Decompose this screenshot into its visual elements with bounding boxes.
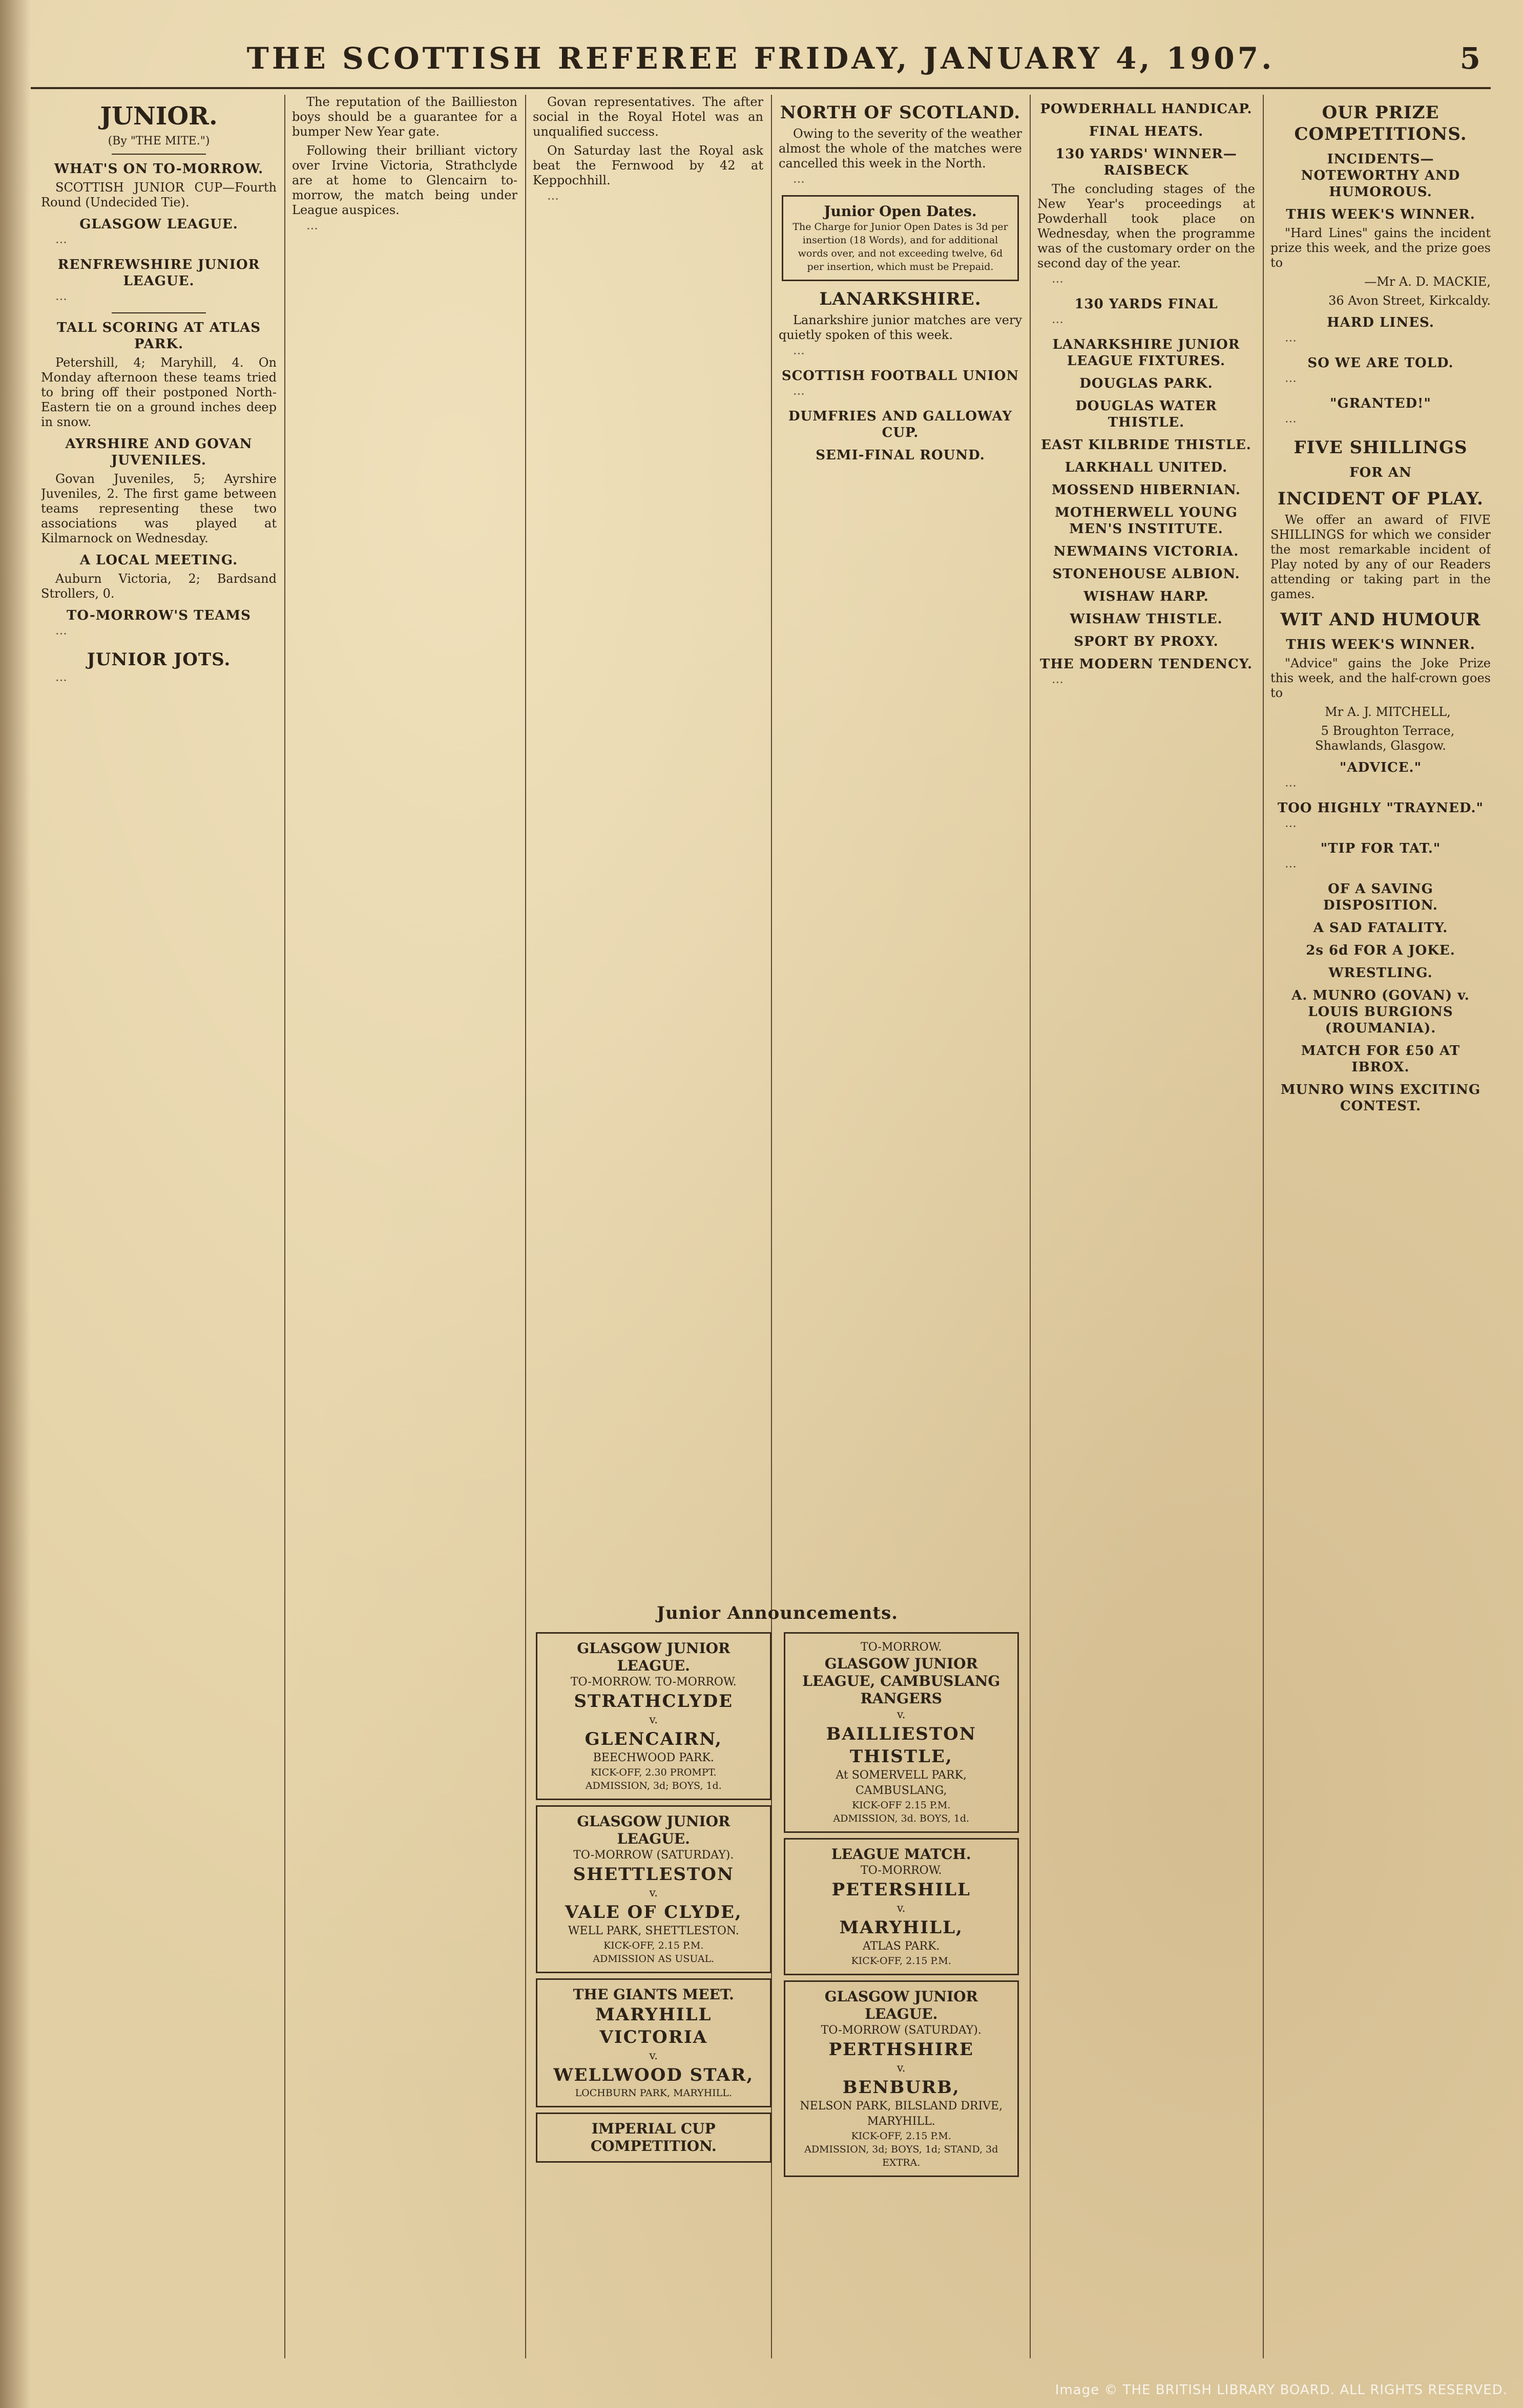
article-text: The reputation of the Baillieston boys should be a guarantee for a bumper New Year gate. — [292, 95, 517, 139]
article-text: Lanarkshire junior matches are very quietly spoken of this week. — [779, 313, 1022, 342]
heading-hard-lines: HARD LINES. — [1327, 315, 1434, 330]
heading-glasgow-league: GLASGOW LEAGUE. — [79, 217, 238, 232]
heading-for-an: FOR AN — [1349, 465, 1412, 480]
wit-winner-address: 5 Broughton Terrace, Shawlands, Glasgow. — [1315, 724, 1455, 753]
winner-address: 36 Avon Street, Kirkcaldy. — [1328, 293, 1491, 308]
heading-announcements: Junior Announcements. — [656, 1603, 899, 1623]
heading-incident-of-play: INCIDENT OF PLAY. — [1277, 489, 1484, 509]
heading-munro-wins: MUNRO WINS EXCITING CONTEST. — [1280, 1082, 1481, 1114]
advert-strathclyde-glencairn: GLASGOW JUNIOR LEAGUE. TO-MORROW. TO-MORROW. STRATHCLYDE v. GLENCAIRN, BEECHWOOD PARK. KICK-OFF, 2.30 PROMPT. ADMISSION, 3d; BOYS, 1d. — [536, 1632, 771, 1800]
copyright-watermark: Image © THE BRITISH LIBRARY BOARD. ALL RIGHTS RESERVED. — [1055, 2382, 1508, 2398]
advert-cambuslang-baillieston: TO-MORROW. GLASGOW JUNIOR LEAGUE, CAMBUSLANG RANGERS v. BAILLIESTON THISTLE, At SOMERVELL PARK, CAMBUSLANG, KICK-OFF 2.15 P.M. ADMISSION, 3d. BOYS, 1d. — [784, 1632, 1019, 1833]
heading-five-shillings: FIVE SHILLINGS — [1293, 437, 1468, 458]
article-text: Following their brilliant victory over Irvine Victoria, Strathclyde are at home to Glencairn to-morrow, the match being under League auspices. — [292, 143, 517, 217]
fixture-club: MOSSEND HIBERNIAN. — [1052, 482, 1241, 498]
column-divider — [1263, 95, 1264, 2358]
open-dates-note: The Charge for Junior Open Dates is 3d per insertion (18 Words), and for additional words over, and not exceeding twelve, 6d per insertion, which must be Prepaid. — [792, 221, 1008, 272]
fixture-club: WISHAW THISTLE. — [1070, 611, 1223, 627]
heading-ayrshire-govan: AYRSHIRE AND GOVAN JUVENILES. — [65, 436, 253, 468]
fixture-club: DOUGLAS PARK. — [1079, 376, 1213, 391]
column-junior — [41, 95, 277, 2358]
fixture-club: DOUGLAS WATER THISTLE. — [1075, 398, 1217, 430]
article-filler: ··· — [1052, 315, 1063, 330]
article-filler: ··· — [793, 175, 805, 189]
heading-junior-jots: JUNIOR JOTS. — [87, 649, 231, 670]
section-heading-junior: JUNIOR. — [100, 102, 218, 131]
heading-whats-on: WHAT'S ON TO-MORROW. — [54, 161, 264, 177]
rule — [112, 312, 206, 313]
heading-renfrewshire: RENFREWSHIRE JUNIOR LEAGUE. — [57, 257, 260, 289]
heading-ibrox-match: MATCH FOR £50 AT IBROX. — [1301, 1043, 1461, 1075]
heading-joke-prize: 2s 6d FOR A JOKE. — [1306, 943, 1455, 958]
article-filler: ··· — [1052, 675, 1063, 690]
heading-north-of-scotland: NORTH OF SCOTLAND. — [780, 102, 1021, 123]
article-text: We offer an award of FIVE SHILLINGS for which we consider the most remarkable incident of Play noted by any of our Readers attending or taking part in the games. — [1270, 513, 1491, 601]
heading-sport-by-proxy: SPORT BY PROXY. — [1074, 634, 1219, 649]
byline: (By "THE MITE.") — [108, 135, 210, 147]
advert-petershill-maryhill: LEAGUE MATCH. TO-MORROW. PETERSHILL v. MARYHILL, ATLAS PARK. KICK-OFF, 2.15 P.M. — [784, 1838, 1019, 1975]
heading-prize-competitions: OUR PRIZE COMPETITIONS. — [1294, 102, 1467, 144]
column-prize-competitions — [1270, 95, 1491, 2358]
article-text: SCOTTISH JUNIOR CUP—Fourth Round (Undecided Tie). — [41, 180, 277, 209]
article-filler: ··· — [1285, 374, 1297, 389]
heading-tall-scoring: TALL SCORING AT ATLAS PARK. — [56, 320, 261, 352]
junior-announcements — [533, 1595, 1022, 2358]
fixture-club: STONEHOUSE ALBION. — [1052, 566, 1240, 582]
fixture-club: LARKHALL UNITED. — [1065, 460, 1228, 475]
column-divider — [284, 95, 285, 2358]
wit-winner-name: Mr A. J. MITCHELL, — [1325, 705, 1451, 719]
heading-saving-disposition: OF A SAVING DISPOSITION. — [1323, 881, 1438, 913]
heading-powderhall: POWDERHALL HANDICAP. — [1040, 101, 1253, 117]
heading-wrestling: WRESTLING. — [1328, 965, 1433, 981]
heading-tomorrows-teams: TO-MORROW'S TEAMS — [67, 608, 251, 623]
heading-tip-for-tat: "TIP FOR TAT." — [1320, 841, 1441, 856]
heading-final-heats: FINAL HEATS. — [1089, 124, 1204, 139]
heading-advice: "ADVICE." — [1339, 760, 1422, 775]
article-filler: ··· — [1285, 334, 1297, 348]
article-text: Auburn Victoria, 2; Bardsand Strollers, 0. — [41, 572, 277, 601]
heading-so-we-are-told: SO WE ARE TOLD. — [1307, 355, 1454, 371]
page-fold-shadow — [0, 0, 31, 2408]
heading-130-final: 130 YARDS FINAL — [1074, 297, 1218, 312]
masthead-rule — [31, 87, 1491, 89]
masthead — [31, 31, 1491, 87]
article-text: Petershill, 4; Maryhill, 4. On Monday afternoon these teams tried to bring off their postponed North-Eastern tie on a ground inches deep in snow. — [41, 355, 277, 429]
paper-title: THE SCOTTISH REFEREE FRIDAY, JANUARY 4, 1907. — [246, 41, 1275, 76]
column-2 — [292, 95, 517, 2358]
article-filler: ··· — [547, 192, 559, 206]
article-text: Owing to the severity of the weather almost the whole of the matches were cancelled this week in the North. — [779, 126, 1022, 171]
heading-sad-fatality: A SAD FATALITY. — [1313, 920, 1448, 936]
heading-130-winner: 130 YARDS' WINNER—RAISBECK — [1055, 146, 1237, 178]
advert-shettleston-vale-of-clyde: GLASGOW JUNIOR LEAGUE. TO-MORROW (SATURDAY). SHETTLESTON v. VALE OF CLYDE, WELL PARK, SHETTLESTON. KICK-OFF, 2.15 P.M. ADMISSION AS USUAL. — [536, 1805, 771, 1973]
article-text: "Advice" gains the Joke Prize this week, and the half-crown goes to — [1270, 656, 1491, 700]
article-text: Govan representatives. The after social in the Royal Hotel was an unqualified success. — [533, 95, 763, 139]
column-3 — [533, 95, 763, 1580]
heading-munro-burgions: A. MUNRO (GOVAN) v. LOUIS BURGIONS (ROUMANIA). — [1291, 988, 1470, 1036]
article-text: The concluding stages of the New Year's proceedings at Powderhall took place on Wednesday, when the programme was of the customary order on the second day of the year. — [1037, 182, 1255, 270]
advert-perthshire-benburb: GLASGOW JUNIOR LEAGUE. TO-MORROW (SATURDAY). PERTHSHIRE v. BENBURB, NELSON PARK, BILSLAND DRIVE, MARYHILL. KICK-OFF, 2.15 P.M. ADMISSION, 3d; BOYS, 1d; STAND, 3d EXTRA. — [784, 1980, 1019, 2177]
heading-semi-final: SEMI-FINAL ROUND. — [816, 448, 985, 463]
article-filler: ··· — [1285, 860, 1297, 874]
heading-lanarkshire-fixtures: LANARKSHIRE JUNIOR LEAGUE FIXTURES. — [1052, 337, 1240, 369]
heading-too-highly-trayned: TOO HIGHLY "TRAYNED." — [1277, 800, 1484, 816]
heading-wit-and-humour: WIT AND HUMOUR — [1280, 609, 1481, 630]
article-filler: ··· — [1285, 779, 1297, 793]
article-filler: ··· — [55, 292, 67, 307]
advert-imperial-cup: IMPERIAL CUP COMPETITION. — [536, 2113, 771, 2163]
heading-wit-winner: THIS WEEK'S WINNER. — [1286, 637, 1475, 652]
page-number: 5 — [1459, 41, 1480, 76]
column-divider — [525, 95, 526, 2358]
advert-giants-meet: THE GIANTS MEET. MARYHILL VICTORIA v. WELLWOOD STAR, LOCHBURN PARK, MARYHILL. — [536, 1978, 771, 2107]
fixture-club: WISHAW HARP. — [1083, 589, 1209, 604]
article-text: "Hard Lines" gains the incident prize this week, and the prize goes to — [1270, 226, 1491, 270]
column-4 — [779, 95, 1022, 1580]
heading-football-union: SCOTTISH FOOTBALL UNION — [781, 368, 1019, 384]
article-filler: ··· — [1052, 275, 1063, 289]
article-filler: ··· — [55, 627, 67, 641]
heading-this-weeks-winner: THIS WEEK'S WINNER. — [1286, 207, 1475, 222]
article-filler: ··· — [306, 222, 318, 236]
article-text: On Saturday last the Royal ask beat the Fernwood by 42 at Keppochhill. — [533, 143, 763, 187]
heading-granted: "GRANTED!" — [1330, 396, 1431, 411]
column-powderhall — [1037, 95, 1255, 2358]
heading-dumfries-galloway: DUMFRIES AND GALLOWAY CUP. — [788, 409, 1012, 440]
heading-local-meeting: A LOCAL MEETING. — [79, 553, 238, 568]
heading-modern-tendency: THE MODERN TENDENCY. — [1039, 657, 1253, 672]
article-filler: ··· — [1285, 819, 1297, 834]
article-text: Govan Juveniles, 5; Ayrshire Juveniles, 2. The first game between teams representing these two associations was played at Kilmarnock on Wednesday. — [41, 472, 277, 545]
heading-open-dates: Junior Open Dates. — [824, 203, 977, 220]
fixture-club: EAST KILBRIDE THISTLE. — [1041, 437, 1251, 453]
rule — [112, 154, 206, 155]
article-filler: ··· — [55, 236, 67, 250]
fixture-club: MOTHERWELL YOUNG MEN'S INSTITUTE. — [1055, 505, 1238, 537]
open-dates-box — [782, 195, 1019, 281]
fixture-club: NEWMAINS VICTORIA. — [1053, 544, 1239, 559]
column-divider — [1030, 95, 1031, 2358]
article-filler: ··· — [793, 387, 805, 402]
heading-incidents: INCIDENTS—NOTEWORTHY AND HUMOROUS. — [1301, 152, 1461, 200]
heading-lanarkshire: LANARKSHIRE. — [819, 289, 982, 309]
article-filler: ··· — [1285, 415, 1297, 429]
article-filler: ··· — [55, 673, 67, 688]
article-filler: ··· — [793, 347, 805, 361]
winner-name: —Mr A. D. MACKIE, — [1364, 274, 1491, 289]
